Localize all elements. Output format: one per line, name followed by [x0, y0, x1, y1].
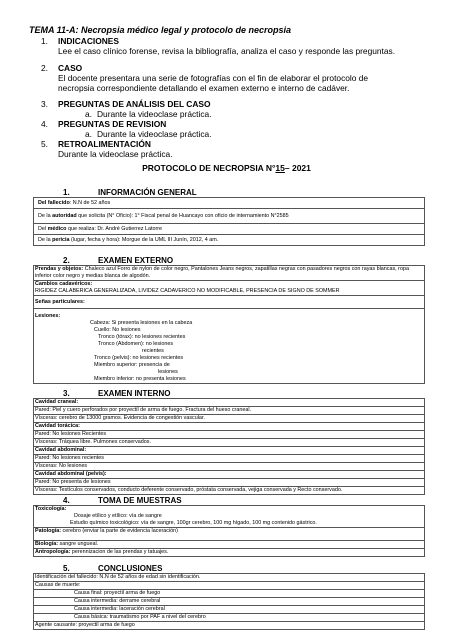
- section-heading-muestras: 4. TOMA DE MUESTRAS: [63, 496, 182, 505]
- cavity-heading: Cavidad abdominal (pelvis):: [34, 471, 424, 479]
- exam-row: Pared: Piel y cuero perforados por proyectil de arma de fuego. Fractura del hueso craneal.: [34, 407, 424, 415]
- lesion-item: Tronco (tórax): no lesiones recientes: [98, 334, 186, 340]
- lesion-item: Tronco (pelvis): no lesiones recientes: [94, 355, 184, 361]
- intro-item-indicaciones: 1. INDICACIONES Lee el caso clínico forense, revisa la bibliografía, analiza el caso y responde las preguntas.: [58, 36, 398, 56]
- exam-row: Vísceras: Tráquea libre. Pulmones conservados.: [34, 439, 424, 447]
- exam-row: Pared: No lesiones Recientes: [34, 431, 424, 439]
- conclusion-row: Causa básica: traumatismo por PAF a nivel del cerebro: [34, 614, 424, 622]
- internal-exam-table: [33, 398, 425, 495]
- intro-item-caso: 2. CASO El docente presentara una serie de fotografías con el fin de elaborar el protocolo de necropsia correspondiente detallando el examen externo e interno de cadáver.: [58, 63, 403, 93]
- intro-heading: PREGUNTAS DE REVISION: [58, 119, 167, 129]
- conclusion-row: Causas de muerte:: [34, 582, 424, 590]
- general-row: Del médico que realiza: Dr. André Gutierrez Latorre: [34, 224, 424, 235]
- general-info-table: [33, 197, 425, 246]
- cavity-heading: Cavidad abdominal:: [34, 447, 424, 455]
- conclusion-row: Causa intermedia: derrame cerebral: [34, 598, 424, 606]
- intro-heading: RETROALIMENTACIÓN: [58, 139, 151, 149]
- general-row: De la pericia (lugar, fecha y hora): Morgue de la UML III Junín, 2012, 4 am.: [38, 237, 219, 243]
- lesion-item: lesiones: [158, 369, 178, 375]
- samples-table: [33, 505, 425, 557]
- lesion-item: Tronco (Abdomen): no lesiones: [98, 341, 174, 347]
- anthropology-row: Antropología: perennizacion de las prendas y tatuajes.: [35, 549, 169, 555]
- section-heading-general: 1. INFORMACIÓN GENERAL: [63, 188, 197, 197]
- intro-heading: INDICACIONES: [58, 36, 119, 46]
- pathology-row: Patología: cerebro (enviar la parte de evidencia laceración): [34, 528, 424, 541]
- intro-item-preguntas-revision: 4. PREGUNTAS DE REVISION: [58, 119, 398, 129]
- general-row: De la autoridad que solicita (N° Oficio): 1° Fiscal penal de Huancayo con oficio de internamiento N°2585: [34, 209, 424, 224]
- lesion-item: recientes: [142, 348, 164, 354]
- section-heading-conclusiones: 5. CONCLUSIONES: [63, 564, 163, 573]
- exam-row: Vísceras: No lesiones: [34, 463, 424, 471]
- exam-row: Vísceras: Testículos conservados, conducto deferente conservado, próstata conservada, vejiga conservada y Recto conservado.: [35, 487, 343, 493]
- document-title: TEMA 11-A: Necropsia médico legal y protocolo de necropsia: [29, 25, 292, 35]
- conclusion-row: Causa final: proyectil arma de fuego: [34, 590, 424, 598]
- intro-body: Lee el caso clínico forense, revisa la bibliografía, analiza el caso y responde las preguntas.: [58, 46, 396, 56]
- section-heading-externo: 2. EXAMEN EXTERNO: [63, 256, 174, 265]
- exam-row: Vísceras: cerebro de 13000 gramos. Evidencia de congestión vascular.: [34, 415, 424, 423]
- section-heading-interno: 3. EXAMEN INTERNO: [63, 389, 171, 398]
- intro-heading: PREGUNTAS DE ANÁLISIS DEL CASO: [58, 99, 211, 109]
- lesion-item: Miembro inferior: no presenta lesiones: [94, 376, 186, 382]
- protocol-number: 15: [275, 163, 285, 173]
- general-row: Del fallecido: N.N de 52 años: [34, 198, 424, 209]
- conclusion-row: Agente causante: proyectil arma de fuego: [35, 622, 135, 628]
- intro-subitem: a. Durante la videoclase práctica.: [85, 109, 212, 119]
- cambios-row: Cambios cadavéricos: RIGIDEZ CALABERICA GENERALIZADA, LIVIDEZ CADAVERICO NO MODIFICABLE, PRESENCIA DE SIGNO DE SOMMER: [34, 281, 424, 296]
- conclusion-row: Causa intermedia: laceración cerebral: [34, 606, 424, 614]
- intro-item-preguntas-analisis: 3. PREGUNTAS DE ANÁLISIS DEL CASO: [58, 99, 398, 109]
- senas-row: Señas particulares:: [34, 296, 424, 309]
- lesiones-block: [34, 313, 424, 383]
- intro-item-retroalimentacion: 5. RETROALIMENTACIÓN Durante la videoclase práctica.: [58, 139, 398, 159]
- intro-subitem: a. Durante la videoclase práctica.: [85, 129, 212, 139]
- toxicology-label: Toxicología:: [35, 506, 67, 512]
- intro-body: Durante la videoclase práctica.: [58, 149, 173, 159]
- intro-body: El docente presentara una serie de fotografías con el fin de elaborar el protocolo de necropsia correspondiente detallando el examen externo e interno de cadáver.: [58, 73, 369, 93]
- lesion-item: Cuello: No lesiones: [94, 327, 141, 333]
- prendas-row: Prendas y objetos: Chaleco azul Forro de nylon de color negro, Pantalones Jeans negros, zapatillas negras con pasadores negros con rayas blancas, ropa inferior color negro y medias blanca de algodón.: [34, 266, 424, 281]
- sample-item: Estudio químico toxicológico: vía de sangre, 100gr cerebro, 100 mg hígado, 100 mg contenido gástrico.: [34, 520, 424, 528]
- intro-heading: CASO: [58, 63, 83, 73]
- external-exam-table: [33, 265, 425, 384]
- protocol-title: PROTOCOLO DE NECROPSIA N°15– 2021: [142, 163, 311, 173]
- sample-item: Dosaje etílico y etílico: vía de sangre: [74, 513, 162, 519]
- cavity-heading: Cavidad torácica:: [34, 423, 424, 431]
- cavity-heading: Cavidad craneal:: [34, 399, 424, 407]
- conclusion-row: Identificación del fallecido: N.N de 52 años de edad sin identificación.: [34, 574, 424, 582]
- conclusions-table: [33, 573, 425, 630]
- exam-row: Pared: No presenta de lesiones: [34, 479, 424, 487]
- lesiones-label: Lesiones:: [35, 313, 61, 319]
- biology-row: Biología: sangre ungueal.: [34, 541, 424, 549]
- lesion-item: Miembro superior: presencia de: [94, 362, 170, 368]
- exam-row: Pared: No lesiones recientes: [34, 455, 424, 463]
- lesion-item: Cabeza: Si presenta lesiones en la cabeza: [90, 320, 193, 326]
